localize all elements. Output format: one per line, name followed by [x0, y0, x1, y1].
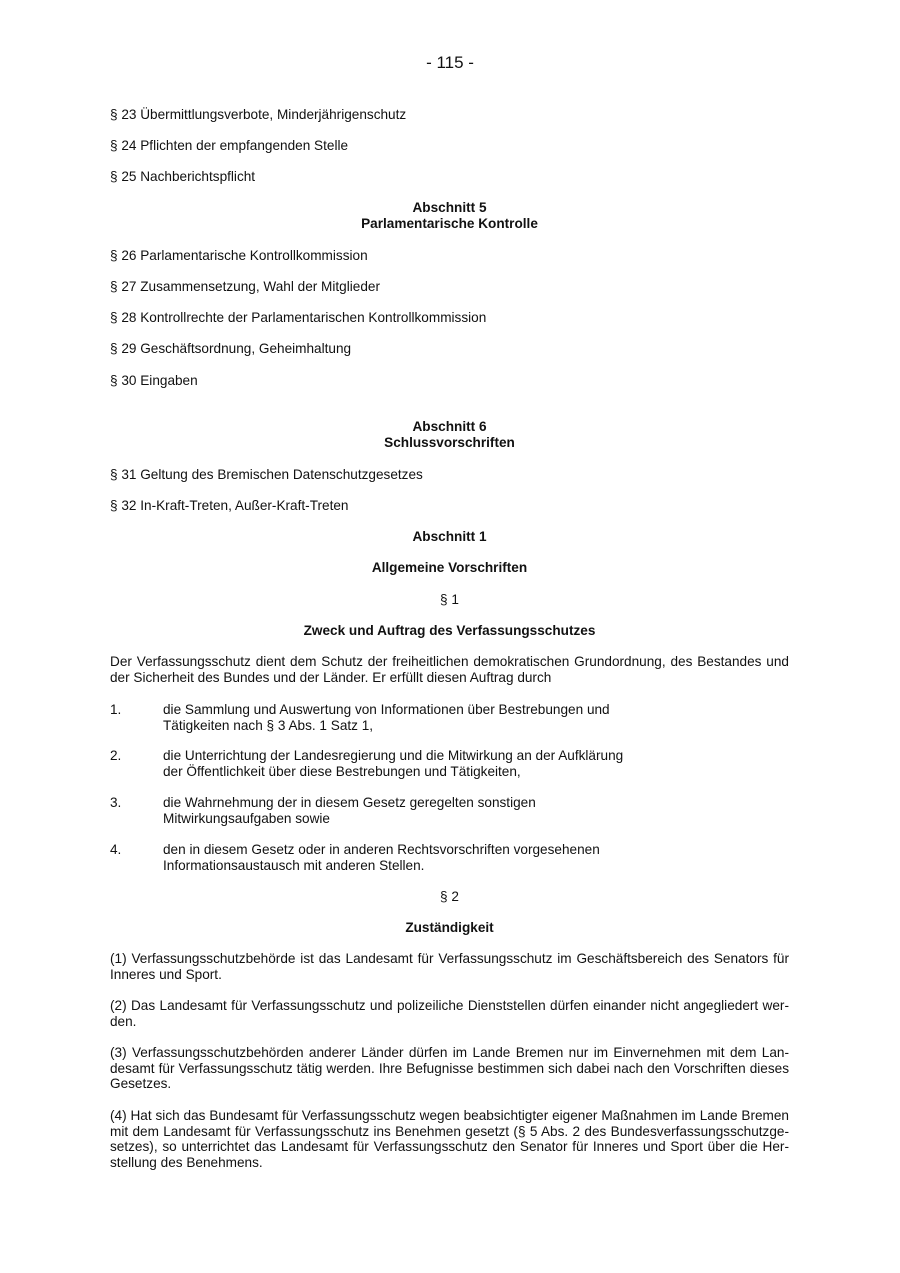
- para1-title: Zweck und Auftrag des Verfassungsschutzes: [303, 623, 596, 638]
- list-item-text: die Unterrichtung der Landesregierung und die Mitwirkung an der Aufklärung: [163, 748, 624, 763]
- toc-entry-27: § 27 Zusammensetzung, Wahl der Mitglieder: [110, 279, 380, 294]
- section6-title: Schlussvorschriften: [384, 435, 515, 450]
- toc-entry-25: § 25 Nachberichtspflicht: [110, 169, 256, 184]
- list-item-text: die Wahrnehmung der in diesem Gesetz geregelten sonstigen: [163, 795, 536, 810]
- toc-entry-31: § 31 Geltung des Bremischen Datenschutzgesetzes: [110, 467, 423, 482]
- toc-entry-32: § 32 In-Kraft-Treten, Außer-Kraft-Treten: [110, 498, 349, 513]
- list-item-number: 4.: [110, 842, 122, 857]
- toc-entry-30: § 30 Eingaben: [110, 373, 198, 388]
- page-number: - 115 -: [426, 53, 474, 72]
- section5-heading: Abschnitt 5: [412, 200, 487, 215]
- para1-intro: Der Verfassungsschutz dient dem Schutz der freiheitlichen demokratischen Grundordnung, des Bestandes und der Sicherheit des Bundes und der Länder. Er erfüllt diesen Auftrag durch: [110, 654, 789, 685]
- toc-entry-26: § 26 Parlamentarische Kontrollkommission: [110, 248, 368, 263]
- section6-heading: Abschnitt 6: [412, 419, 487, 434]
- list-item-text: der Öffentlichkeit über diese Bestrebungen und Tätigkeiten,: [163, 764, 521, 779]
- para1-number: § 1: [440, 592, 459, 607]
- list-item-number: 3.: [110, 795, 122, 810]
- section5-title: Parlamentarische Kontrolle: [361, 216, 538, 231]
- list-item-number: 1.: [110, 702, 122, 717]
- para2-number: § 2: [440, 889, 459, 904]
- para2-subsection-1: (1) Verfassungsschutzbehörde ist das Landesamt für Verfassungsschutz im Geschäftsbereich des Senators für Inneres und Sport.: [110, 951, 789, 982]
- para2-subsection-2: (2) Das Landesamt für Verfassungsschutz und polizeiliche Dienststellen dürfen einander nicht angegliedert wer-den.: [110, 998, 789, 1029]
- toc-entry-29: § 29 Geschäftsordnung, Geheimhaltung: [110, 341, 352, 356]
- list-item-text: die Sammlung und Auswertung von Informationen über Bestrebungen und: [163, 702, 610, 717]
- toc-entry-24: § 24 Pflichten der empfangenden Stelle: [110, 138, 349, 153]
- section1-title: Allgemeine Vorschriften: [371, 560, 528, 575]
- list-item-number: 2.: [110, 748, 122, 763]
- para2-subsection-3: (3) Verfassungsschutzbehörden anderer Länder dürfen im Lande Bremen nur im Einvernehmen mit dem Lan-desamt für Verfassungsschutz tätig werden. Ihre Befugnisse bestimmen sich dabei nach den Vorschriften dieses Gesetzes.: [110, 1045, 789, 1092]
- list-item-text: Tätigkeiten nach § 3 Abs. 1 Satz 1,: [163, 718, 374, 733]
- para2-title: Zuständigkeit: [405, 920, 494, 935]
- section1-heading: Abschnitt 1: [412, 529, 487, 544]
- list-item-text: Informationsaustausch mit anderen Stellen.: [163, 858, 425, 873]
- para2-subsection-4: (4) Hat sich das Bundesamt für Verfassungsschutz wegen beabsichtigter eigener Maßnahmen im Lande Bremen mit dem Landesamt für Verfassungsschutz ins Benehmen gesetzt (§ 5 Abs. 2 des Bundesverfassungsschutzge-setzes), so unterrichtet das Landesamt für Verfassungsschutz den Senator für Inneres und Sport über die Her-stellung des Benehmens.: [110, 1108, 789, 1170]
- list-item-text: Mitwirkungsaufgaben sowie: [163, 811, 330, 826]
- toc-entry-23: § 23 Übermittlungsverbote, Minderjährigenschutz: [110, 107, 407, 122]
- list-item-text: den in diesem Gesetz oder in anderen Rechtsvorschriften vorgesehenen: [163, 842, 600, 857]
- toc-entry-28: § 28 Kontrollrechte der Parlamentarischen Kontrollkommission: [110, 310, 487, 325]
